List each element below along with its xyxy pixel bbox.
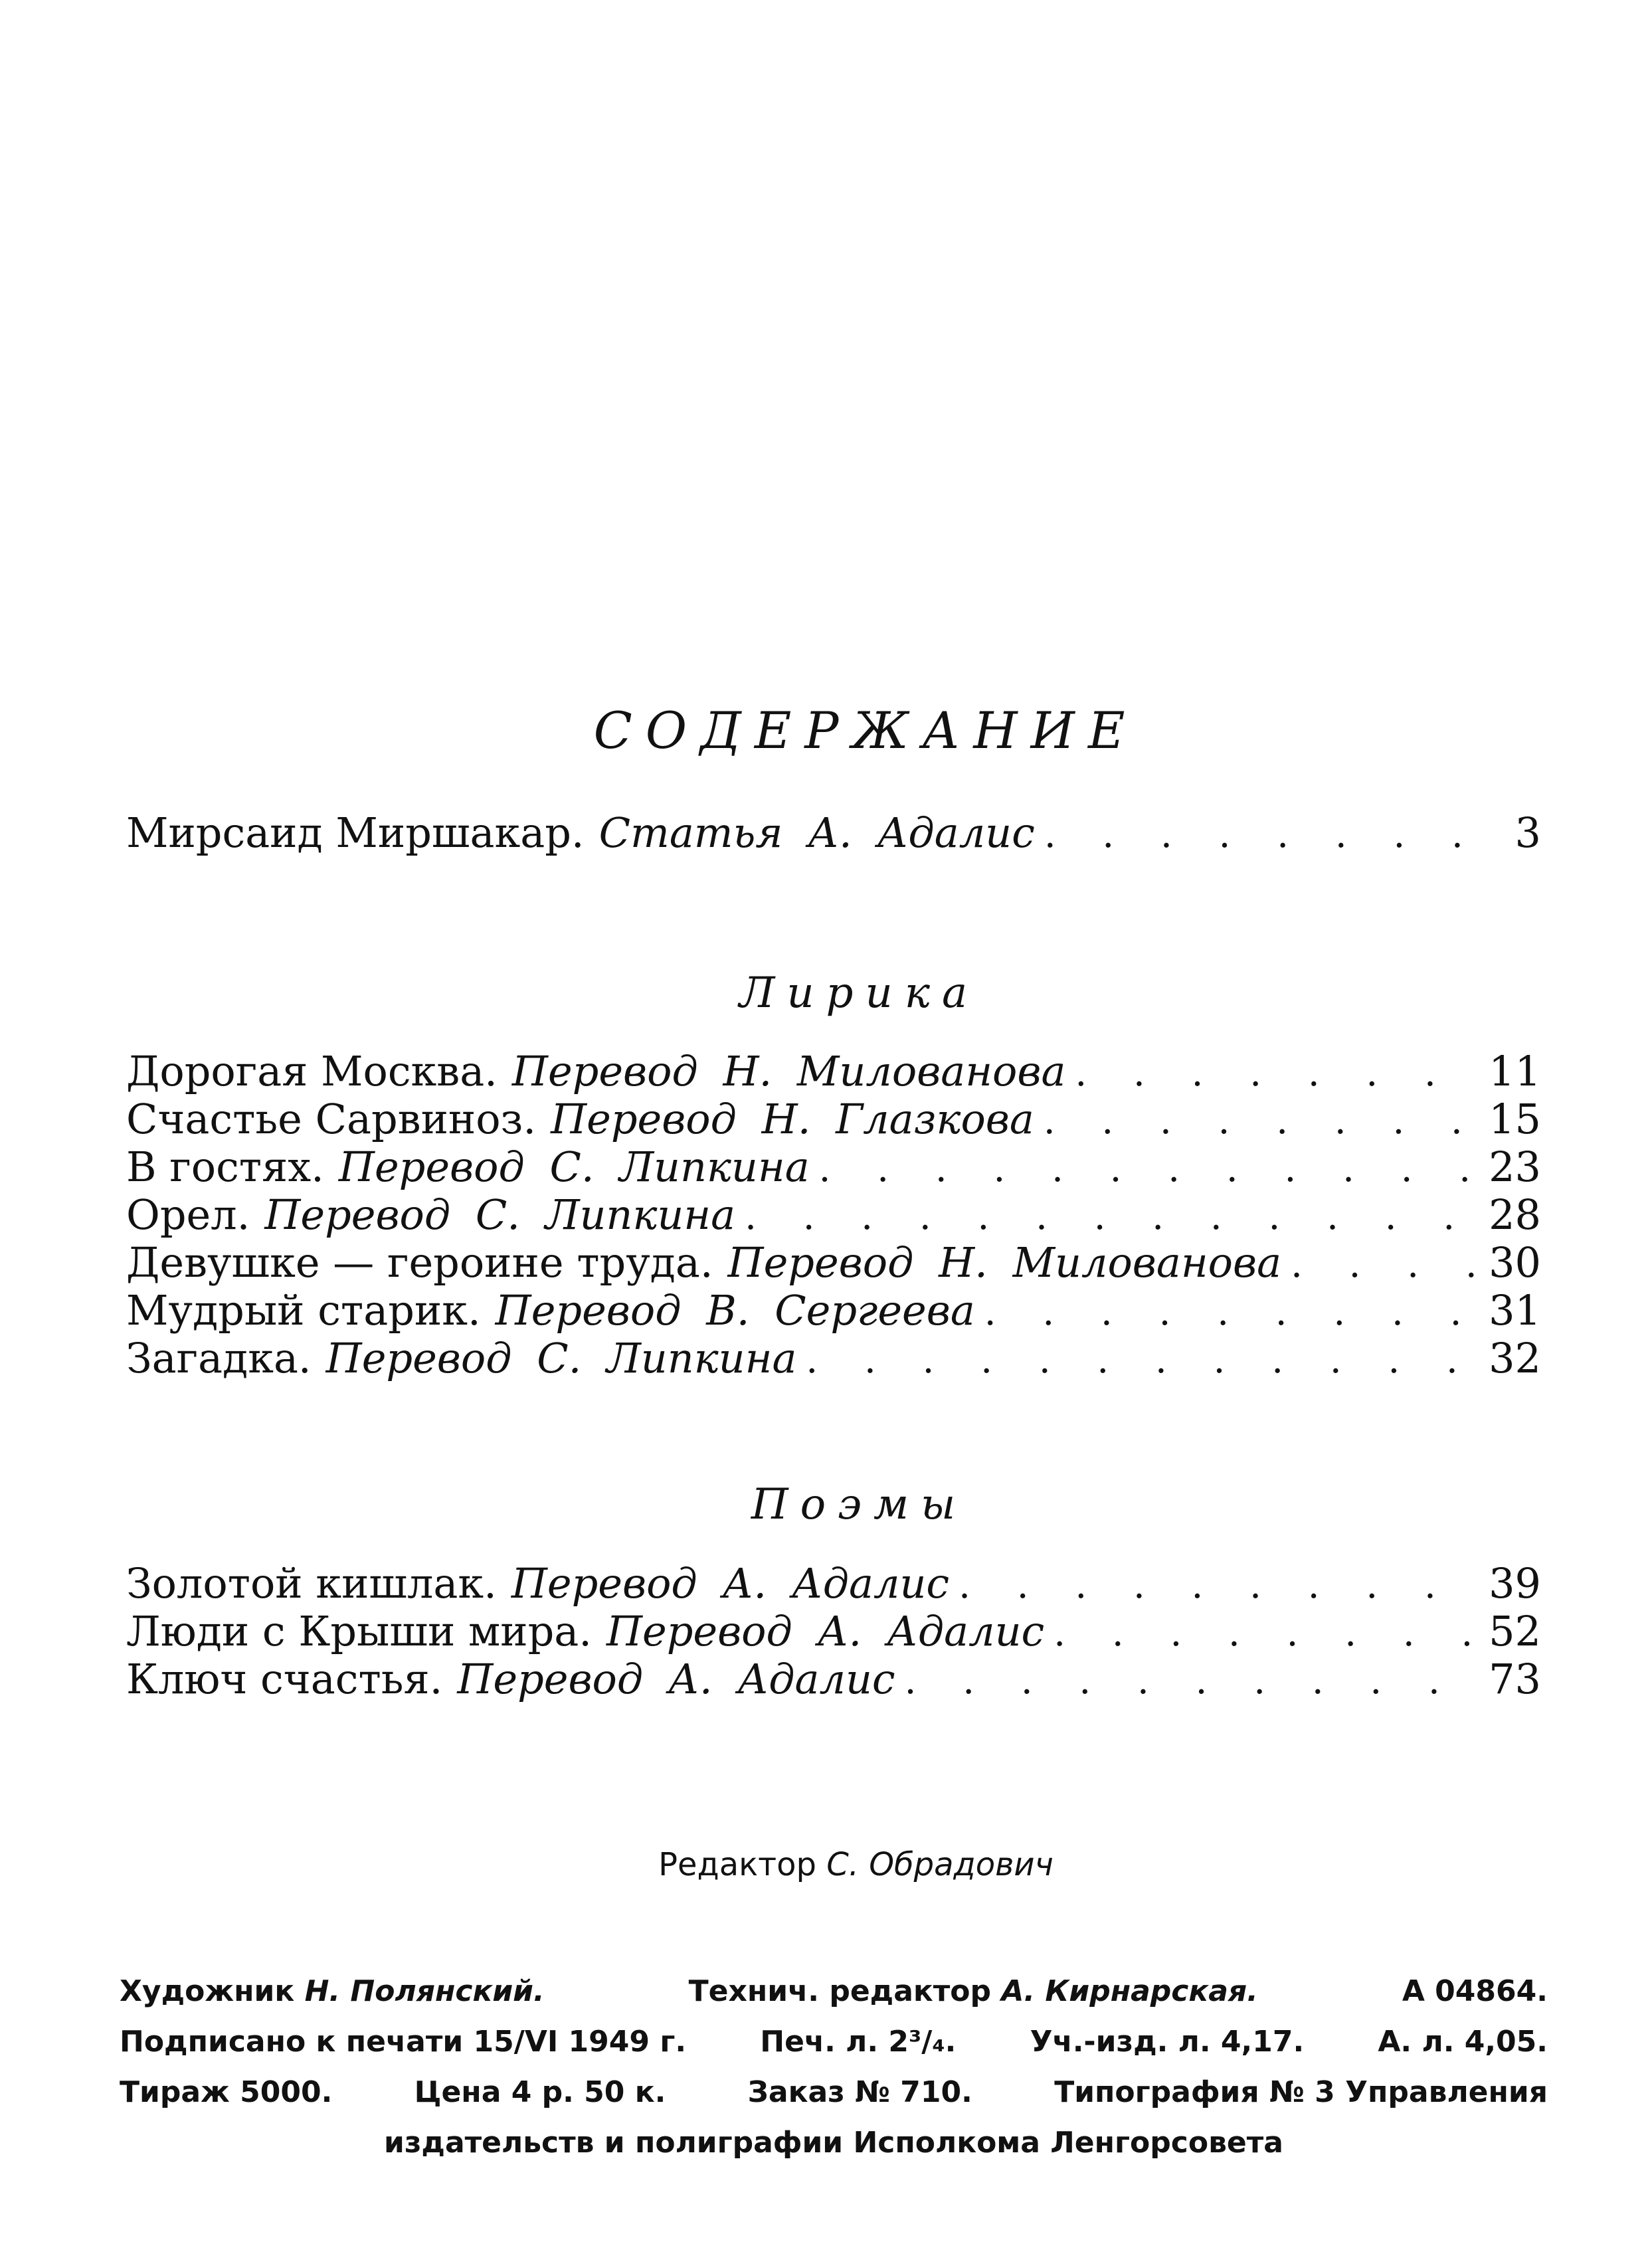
imprint-row [120, 2017, 1548, 2067]
entry-page: 73 [1489, 1655, 1541, 1703]
dot-leader [1075, 1050, 1479, 1097]
toc-entry [126, 1143, 1541, 1191]
toc-entry [126, 1191, 1541, 1239]
signed-date: Подписано к печати 15/VI 1949 г. [120, 2025, 687, 2059]
entry-translator: Перевод С. Липкина [338, 1143, 810, 1191]
entry-title: Дорогая Москва. [126, 1047, 498, 1095]
entry-page: 52 [1489, 1607, 1541, 1655]
printer: Типография № 3 Управления [1054, 2075, 1548, 2109]
entry-translator: Статья А. Адалис [598, 808, 1035, 857]
editor-label: Редактор [658, 1846, 816, 1883]
entry-translator: Перевод В. Сергеева [495, 1286, 975, 1335]
toc-entry [126, 1335, 1541, 1382]
entry-title: Золотой кишлак. [126, 1559, 497, 1608]
entry-title: Люди с Крыши мира. [126, 1607, 592, 1655]
imprint-block [120, 1966, 1548, 2168]
publication-code: А 04864. [1402, 1974, 1548, 2008]
entry-page: 30 [1489, 1238, 1541, 1287]
dot-leader [806, 1337, 1479, 1384]
printer-continued: издательств и полиграфии Исполкома Ленгорсовета [384, 2126, 1283, 2160]
toc-entry [126, 1560, 1541, 1608]
entry-title: Мудрый старик. [126, 1286, 481, 1335]
dot-leader [745, 1193, 1479, 1241]
order-number: Заказ № 710. [747, 2075, 972, 2109]
entry-translator: Перевод Н. Милованова [727, 1238, 1282, 1287]
entry-title: В гостях. [126, 1143, 324, 1191]
print-run: Тираж 5000. [120, 2075, 333, 2109]
entry-page: 15 [1489, 1095, 1541, 1143]
entry-page: 32 [1489, 1334, 1541, 1382]
editor-credit [0, 1843, 1652, 1886]
author-sheets: А. л. 4,05. [1378, 2025, 1548, 2059]
entry-page: 28 [1489, 1190, 1541, 1239]
tech-editor-name: А. Кирнарская. [1001, 1974, 1258, 2008]
toc-entry [126, 1239, 1541, 1287]
entry-translator: Перевод Н. Милованова [511, 1047, 1066, 1095]
dot-leader [1044, 811, 1506, 859]
toc-entry [126, 1608, 1541, 1655]
toc-entry [126, 1287, 1541, 1335]
contents-heading: СОДЕРЖАНИЕ [593, 701, 1139, 760]
toc-entry [126, 1655, 1541, 1703]
dot-leader [1291, 1241, 1479, 1289]
entry-translator: Перевод А. Адалис [511, 1559, 950, 1608]
entry-translator: Перевод А. Адалис [606, 1607, 1045, 1655]
price: Цена 4 р. 50 к. [414, 2075, 666, 2109]
imprint-row [120, 1966, 1548, 2017]
edu-sheets: Уч.-изд. л. 4,17. [1030, 2025, 1305, 2059]
entry-page: 3 [1514, 808, 1541, 857]
toc-entry [126, 1048, 1541, 1095]
entry-page: 31 [1489, 1286, 1541, 1335]
entry-page: 23 [1489, 1143, 1541, 1191]
entry-page: 39 [1489, 1559, 1541, 1608]
editor-name: С. Обрадович [826, 1846, 1054, 1883]
artist-label: Художник [120, 1974, 295, 2008]
entry-title: Загадка. [126, 1334, 312, 1382]
entry-title: Счастье Сарвиноз. [126, 1095, 537, 1143]
entry-translator: Перевод С. Липкина [325, 1334, 797, 1382]
imprint-row [120, 2067, 1548, 2118]
entry-page: 11 [1489, 1047, 1541, 1095]
dot-leader [819, 1145, 1479, 1193]
artist-credit [120, 1966, 545, 2017]
tech-editor-credit [689, 1966, 1258, 2017]
tech-editor-label: Технич. редактор [688, 1974, 991, 2008]
section-title-poems: Поэмы [751, 1480, 968, 1529]
entry-title: Ключ счастья. [126, 1655, 443, 1703]
section-title-lyrics: Лирика [739, 969, 980, 1018]
entry-translator: Перевод Н. Глазкова [551, 1095, 1034, 1143]
dot-leader [984, 1289, 1479, 1337]
entry-title: Мирсаид Миршакар. [126, 808, 585, 857]
artist-name: Н. Полянский. [304, 1974, 545, 2008]
dot-leader [1054, 1610, 1479, 1657]
imprint-row [120, 2118, 1548, 2168]
entry-translator: Перевод С. Липкина [264, 1190, 736, 1239]
entry-title: Девушке — героине труда. [126, 1238, 713, 1287]
entry-title: Орел. [126, 1190, 250, 1239]
toc-entry [126, 1095, 1541, 1143]
toc-entry-intro [126, 809, 1541, 857]
dot-leader [959, 1562, 1479, 1610]
dot-leader [905, 1657, 1479, 1705]
print-sheets: Печ. л. 2³/₄. [760, 2025, 957, 2059]
dot-leader [1044, 1097, 1479, 1145]
entry-translator: Перевод А. Адалис [457, 1655, 895, 1703]
